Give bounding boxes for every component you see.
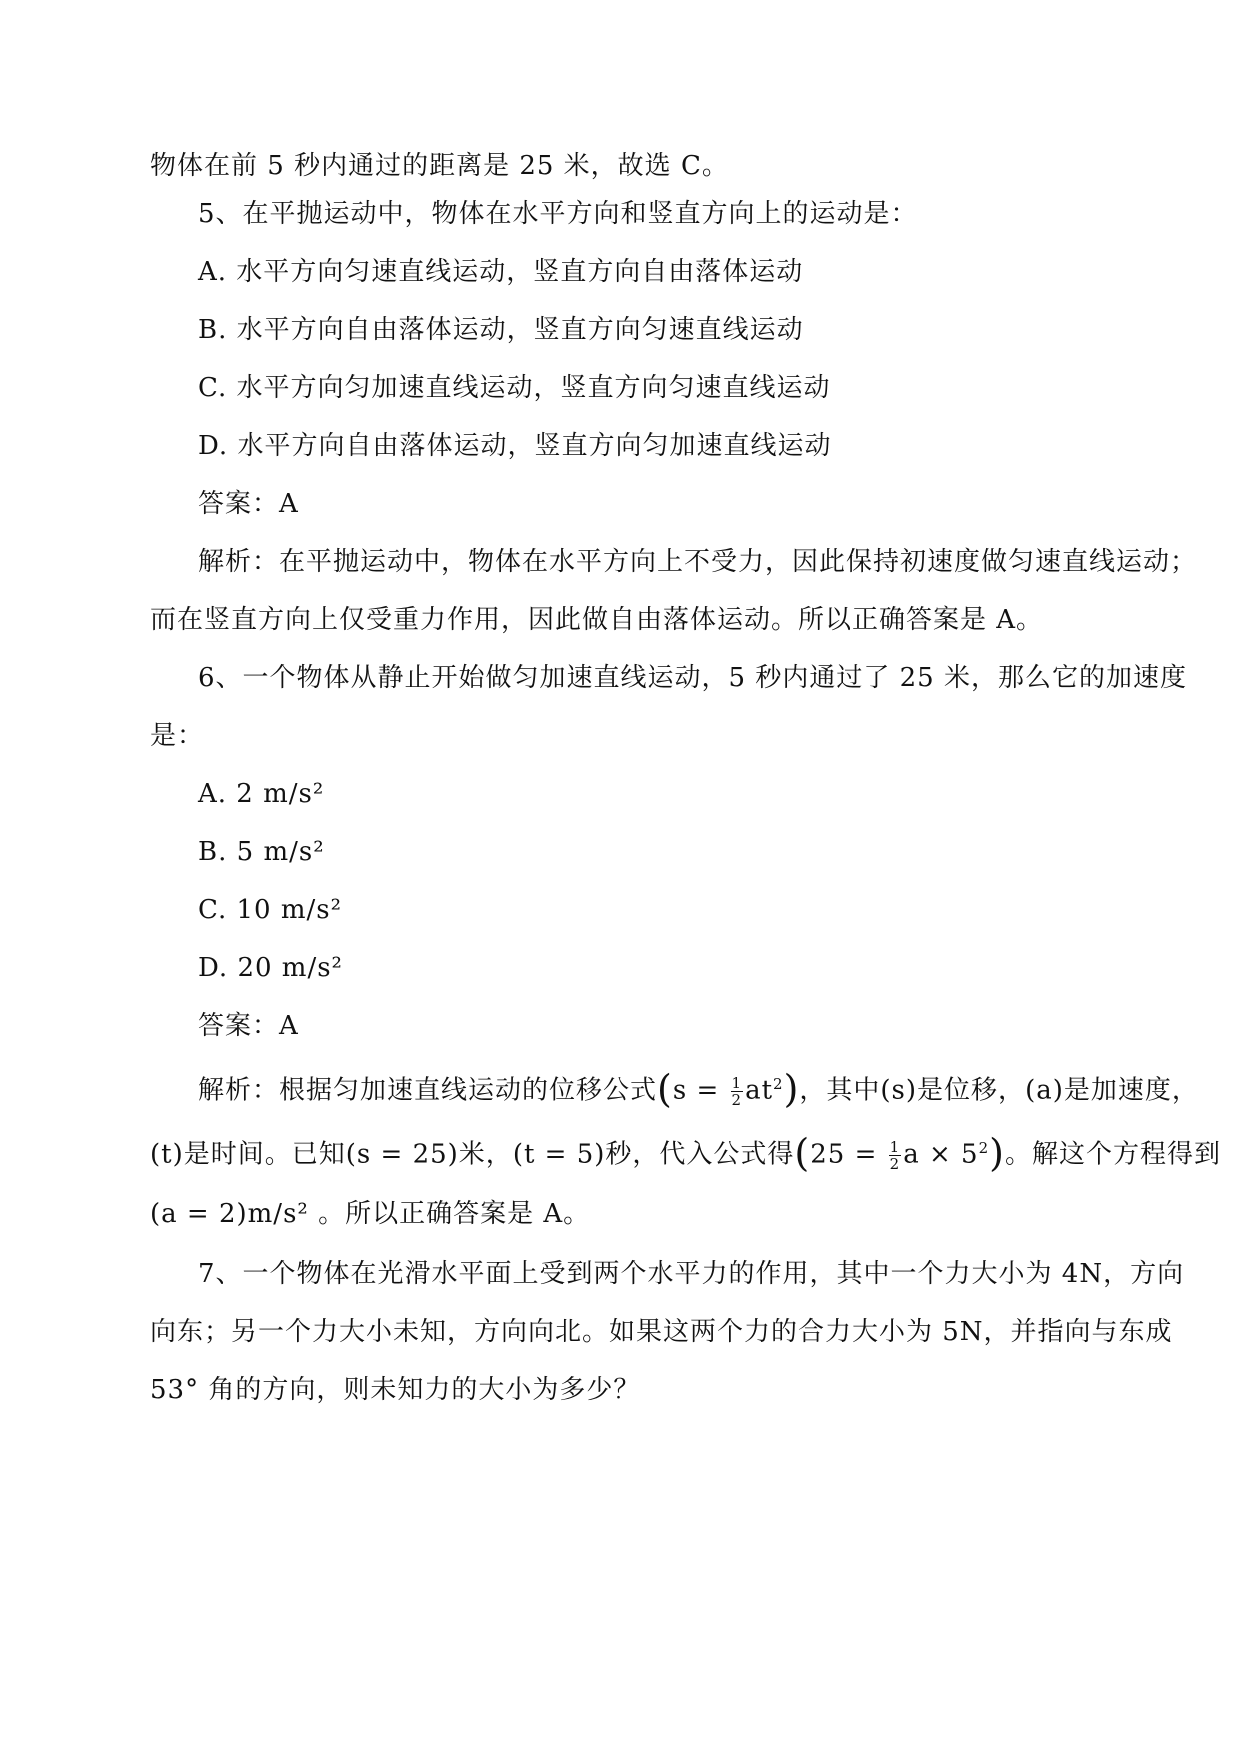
fraction: $\frac{1}{2}$ [889,1138,901,1174]
explanation-text: ，其中 [799,1075,881,1106]
explanation-6-line-3: (a = 2)m/s² 。所以正确答案是 A。 [150,1199,591,1229]
formula-text: (s = 25) [345,1139,459,1170]
explanation-6-line-2: (t)是时间。已知(s = 25)米，(t = 5)秒，代入公式得(25 = $\frac{1}{2}$ $a \times 5^2$)。解这个方程得到 [150,1130,1221,1175]
question-6-cont: 是： [150,721,205,751]
question-7: 7、一个物体在光滑水平面上受到两个水平力的作用，其中一个力大小为 4N，方向 [198,1259,1185,1289]
question-7-cont: 向东；另一个力大小未知，方向向北。如果这两个力的合力大小为 5N，并指向与东成 [150,1317,1173,1347]
explanation-6-line-1: 解析：根据匀加速直线运动的位移公式(s = $\frac{1}{2}$ $at^2$)，其中(s)是位移，(a)是加速度， [198,1066,1199,1111]
explanation-text: 解析：根据匀加速直线运动的位移公式 [198,1075,658,1106]
variable: (a) [1025,1075,1064,1106]
option-b: B. 水平方向自由落体运动，竖直方向匀速直线运动 [198,315,804,345]
option-b: B. 5 m/s² [198,837,325,867]
fraction: $\frac{1}{2}$ [731,1074,743,1110]
variable: (s) [880,1075,918,1106]
variable: (t) [150,1139,184,1170]
option-c: C. 水平方向匀加速直线运动，竖直方向匀速直线运动 [198,373,831,403]
option-a: A. 2 m/s² [198,779,325,809]
option-d: D. 水平方向自由落体运动，竖直方向匀加速直线运动 [198,431,832,461]
explanation: 解析：在平抛运动中，物体在水平方向上不受力，因此保持初速度做匀速直线运动； [198,547,1198,577]
option-d: D. 20 m/s² [198,953,343,983]
answer: 答案：A [198,1011,299,1041]
explanation-cont: 而在竖直方向上仅受重力作用，因此做自由落体运动。所以正确答案是 A。 [150,605,1044,635]
option-a: A. 水平方向匀速直线运动，竖直方向自由落体运动 [198,257,804,287]
question-6: 6、一个物体从静止开始做匀加速直线运动，5 秒内通过了 25 米，那么它的加速度 [198,663,1187,693]
question-5: 5、在平抛运动中，物体在水平方向和竖直方向上的运动是： [198,199,918,229]
formula-text: (a = 2) [150,1199,248,1229]
text-line: 物体在前 5 秒内通过的距离是 25 米，故选 C。 [150,151,729,181]
formula-text: at [745,1075,774,1106]
formula-text: s = [672,1075,729,1106]
formula-text: (t = 5) [512,1139,606,1170]
option-c: C. 10 m/s² [198,895,343,925]
question-7-cont: 53° 角的方向，则未知力的大小为多少？ [150,1375,641,1405]
answer: 答案：A [198,489,299,519]
